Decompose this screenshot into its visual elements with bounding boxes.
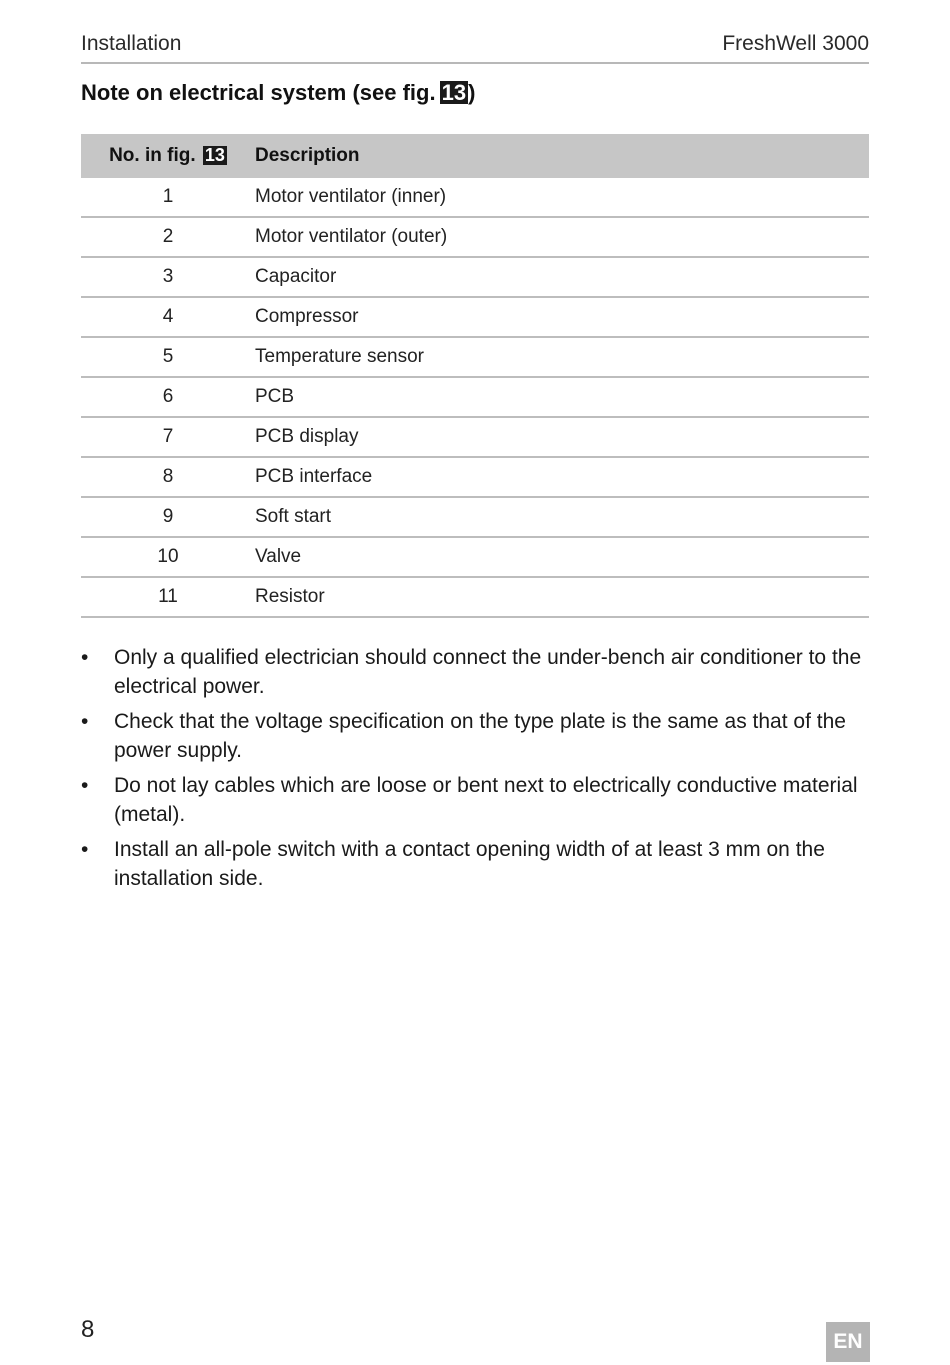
row-description: Temperature sensor xyxy=(255,337,869,377)
table-row xyxy=(81,217,869,257)
table-row xyxy=(81,457,869,497)
row-description: PCB xyxy=(255,377,869,417)
row-description: Resistor xyxy=(255,577,869,617)
page-header xyxy=(81,30,869,64)
row-description: Compressor xyxy=(255,297,869,337)
list-item xyxy=(81,707,881,765)
table-row xyxy=(81,577,869,617)
row-number: 5 xyxy=(81,337,255,377)
table-row xyxy=(81,337,869,377)
bullet-icon: • xyxy=(81,838,89,861)
row-number: 4 xyxy=(81,297,255,337)
notes-list xyxy=(81,643,881,899)
page-number: 8 xyxy=(81,1316,95,1343)
table-row xyxy=(81,257,869,297)
row-description: PCB display xyxy=(255,417,869,457)
table-row xyxy=(81,417,869,457)
row-number: 8 xyxy=(81,457,255,497)
note-text: Install an all-pole switch with a contact opening width of at least 3 mm on the installation side. xyxy=(114,838,825,890)
row-number: 10 xyxy=(81,537,255,577)
table-header-row xyxy=(81,134,869,178)
list-item xyxy=(81,771,881,829)
note-text: Check that the voltage specification on the type plate is the same as that of the power supply. xyxy=(114,710,846,762)
heading-text: Note on electrical system (see fig. xyxy=(81,80,436,105)
row-number: 9 xyxy=(81,497,255,537)
note-text: Do not lay cables which are loose or bent next to electrically conductive material (metal). xyxy=(114,774,858,826)
bullet-icon: • xyxy=(81,646,89,669)
row-number: 2 xyxy=(81,217,255,257)
row-description: Capacitor xyxy=(255,257,869,297)
language-badge: EN xyxy=(826,1322,870,1362)
table-row xyxy=(81,178,869,217)
table-row xyxy=(81,297,869,337)
list-item xyxy=(81,835,881,893)
section-heading xyxy=(81,80,475,106)
section-title: Installation xyxy=(81,32,182,55)
row-number: 11 xyxy=(81,577,255,617)
row-description: Soft start xyxy=(255,497,869,537)
row-number: 3 xyxy=(81,257,255,297)
bullet-icon: • xyxy=(81,710,89,733)
heading-close: ) xyxy=(468,80,476,105)
product-name: FreshWell 3000 xyxy=(722,32,869,55)
row-number: 1 xyxy=(81,178,255,217)
row-description: PCB interface xyxy=(255,457,869,497)
list-item xyxy=(81,643,881,701)
row-number: 7 xyxy=(81,417,255,457)
row-number: 6 xyxy=(81,377,255,417)
col-header-no xyxy=(81,134,255,178)
row-description: Valve xyxy=(255,537,869,577)
figure-ref-badge: 13 xyxy=(204,145,225,165)
table-row xyxy=(81,537,869,577)
components-table xyxy=(81,134,869,618)
note-text: Only a qualified electrician should connect the under-bench air conditioner to the electrical power. xyxy=(114,646,862,698)
bullet-icon: • xyxy=(81,774,89,797)
col-header-description: Description xyxy=(255,145,360,166)
row-description: Motor ventilator (inner) xyxy=(255,178,869,217)
table-row xyxy=(81,377,869,417)
col-header-no-label: No. in fig. xyxy=(109,145,196,166)
figure-ref-badge: 13 xyxy=(441,80,467,105)
row-description: Motor ventilator (outer) xyxy=(255,217,869,257)
table-row xyxy=(81,497,869,537)
